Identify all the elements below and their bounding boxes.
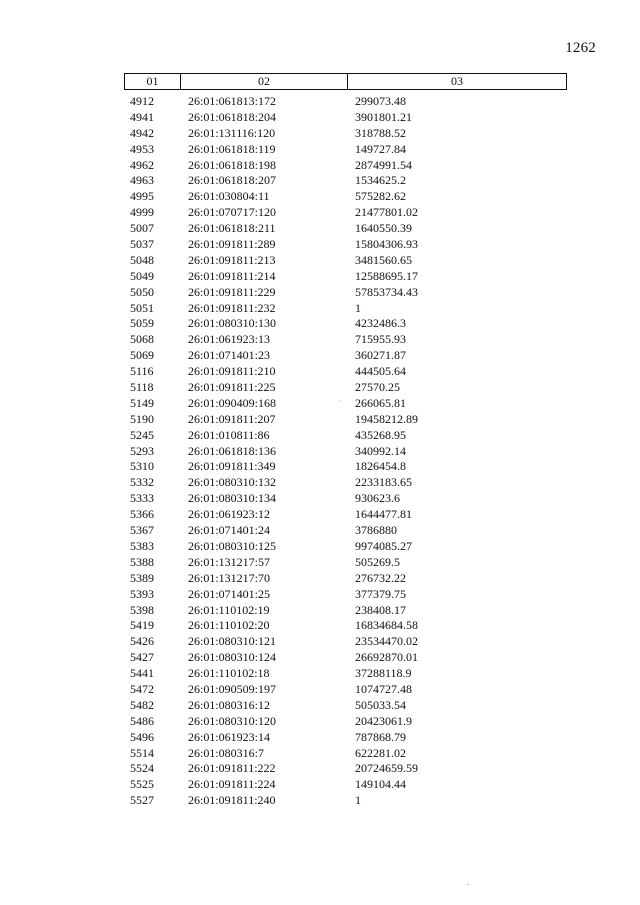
table-cell-col-02: 26:01:010811:86 xyxy=(188,427,270,442)
table-cell-col-01: 5333 xyxy=(130,491,154,506)
table-cell-col-01: 4941 xyxy=(130,109,154,124)
table-cell-col-03: 2233183.65 xyxy=(355,475,412,490)
table-cell-col-02: 26:01:080316:7 xyxy=(188,745,265,760)
table-row xyxy=(0,539,640,555)
table-cell-col-02: 26:01:131217:70 xyxy=(188,570,271,585)
table-cell-col-03: 23534470.02 xyxy=(355,634,418,649)
table-cell-col-03: 27570.25 xyxy=(355,380,400,395)
table-cell-col-03: 15804306.93 xyxy=(355,237,418,252)
table-cell-col-03: 26692870.01 xyxy=(355,650,418,665)
table-cell-col-02: 26:01:080310:132 xyxy=(188,475,277,490)
table-cell-col-02: 26:01:061818:204 xyxy=(188,109,277,124)
table-cell-col-02: 26:01:091811:229 xyxy=(188,284,276,299)
table-row xyxy=(0,396,640,412)
table-cell-col-03: 1644477.81 xyxy=(355,507,412,522)
table-cell-col-03: 20724659.59 xyxy=(355,761,418,776)
table-cell-col-01: 4962 xyxy=(130,157,154,172)
table-row xyxy=(0,110,640,126)
table-cell-col-03: 444505.64 xyxy=(355,364,406,379)
table-cell-col-01: 5514 xyxy=(130,745,154,760)
header-col-01: 01 xyxy=(125,74,181,89)
header-col-02: 02 xyxy=(181,74,348,89)
table-cell-col-01: 5496 xyxy=(130,729,154,744)
table-row xyxy=(0,142,640,158)
table-cell-col-01: 5524 xyxy=(130,761,154,776)
table-cell-col-02: 26:01:091811:349 xyxy=(188,459,276,474)
table-cell-col-01: 5190 xyxy=(130,411,154,426)
table-cell-col-02: 26:01:091811:222 xyxy=(188,761,276,776)
table-row xyxy=(0,746,640,762)
table-cell-col-01: 5118 xyxy=(130,380,154,395)
table-cell-col-01: 5293 xyxy=(130,443,154,458)
table-cell-col-01: 5310 xyxy=(130,459,154,474)
table-cell-col-02: 26:01:080310:130 xyxy=(188,316,277,331)
table-cell-col-02: 26:01:080310:134 xyxy=(188,491,277,506)
table-cell-col-03: 276732.22 xyxy=(355,570,406,585)
table-cell-col-03: 37288118.9 xyxy=(355,666,412,681)
table-cell-col-01: 4942 xyxy=(130,125,154,140)
table-row xyxy=(0,730,640,746)
table-row xyxy=(0,348,640,364)
table-cell-col-01: 5048 xyxy=(130,252,154,267)
table-cell-col-02: 26:01:061818:207 xyxy=(188,173,277,188)
table-cell-col-03: 3901801.21 xyxy=(355,109,412,124)
table-cell-col-03: 377379.75 xyxy=(355,586,406,601)
table-cell-col-03: 1640550.39 xyxy=(355,221,412,236)
table-cell-col-02: 26:01:131116:120 xyxy=(188,125,276,140)
table-cell-col-03: 2874991.54 xyxy=(355,157,412,172)
table-row xyxy=(0,666,640,682)
table-cell-col-03: 622281.02 xyxy=(355,745,406,760)
table-cell-col-03: 435268.95 xyxy=(355,427,406,442)
table-cell-col-02: 26:01:131217:57 xyxy=(188,554,271,569)
table-cell-col-01: 5426 xyxy=(130,634,154,649)
table-cell-col-03: 505033.54 xyxy=(355,697,406,712)
table-row xyxy=(0,253,640,269)
table-row xyxy=(0,634,640,650)
table-cell-col-03: 1 xyxy=(355,793,361,808)
table-cell-col-03: 318788.52 xyxy=(355,125,406,140)
table-cell-col-02: 26:01:080310:120 xyxy=(188,713,277,728)
table-header xyxy=(124,73,567,90)
table-cell-col-01: 5149 xyxy=(130,395,154,410)
table-row xyxy=(0,332,640,348)
table-row xyxy=(0,380,640,396)
table-cell-col-01: 4912 xyxy=(130,94,154,108)
table-cell-col-02: 26:01:091811:240 xyxy=(188,793,276,808)
table-row xyxy=(0,618,640,634)
table-cell-col-01: 5383 xyxy=(130,538,154,553)
scan-speck xyxy=(467,884,469,885)
table-cell-col-02: 26:01:080310:124 xyxy=(188,650,277,665)
table-cell-col-01: 5482 xyxy=(130,697,154,712)
table-cell-col-01: 4963 xyxy=(130,173,154,188)
table-row xyxy=(0,507,640,523)
table-cell-col-02: 26:01:091811:207 xyxy=(188,411,276,426)
table-cell-col-02: 26:01:061818:136 xyxy=(188,443,277,458)
table-row xyxy=(0,269,640,285)
table-cell-col-01: 5367 xyxy=(130,523,154,538)
table-row xyxy=(0,237,640,253)
table-cell-col-03: 149727.84 xyxy=(355,141,406,156)
table-cell-col-02: 26:01:091811:214 xyxy=(188,268,276,283)
table-row xyxy=(0,285,640,301)
table-row xyxy=(0,205,640,221)
table-cell-col-02: 26:01:110102:19 xyxy=(188,602,270,617)
table-cell-col-03: 1 xyxy=(355,300,361,315)
table-cell-col-02: 26:01:070717:120 xyxy=(188,205,277,220)
table-cell-col-03: 149104.44 xyxy=(355,777,406,792)
table-cell-col-03: 21477801.02 xyxy=(355,205,418,220)
table-cell-col-01: 5527 xyxy=(130,793,154,808)
table-cell-col-01: 5051 xyxy=(130,300,154,315)
table-row xyxy=(0,301,640,317)
table-cell-col-01: 5398 xyxy=(130,602,154,617)
table-cell-col-02: 26:01:061923:12 xyxy=(188,507,271,522)
table-row xyxy=(0,412,640,428)
header-col-03: 03 xyxy=(451,74,463,88)
table-row xyxy=(0,173,640,189)
table-cell-col-02: 26:01:030804:11 xyxy=(188,189,270,204)
table-cell-col-02: 26:01:080310:125 xyxy=(188,538,277,553)
table-cell-col-03: 1534625.2 xyxy=(355,173,406,188)
table-cell-col-03: 1826454.8 xyxy=(355,459,406,474)
table-row xyxy=(0,491,640,507)
table-cell-col-02: 26:01:110102:20 xyxy=(188,618,270,633)
table-cell-col-01: 5486 xyxy=(130,713,154,728)
table-body xyxy=(0,94,640,809)
table-row xyxy=(0,364,640,380)
table-cell-col-01: 5472 xyxy=(130,681,154,696)
table-cell-col-02: 26:01:061818:211 xyxy=(188,221,276,236)
table-row xyxy=(0,793,640,809)
table-row xyxy=(0,189,640,205)
table-cell-col-03: 12588695.17 xyxy=(355,268,418,283)
table-cell-col-01: 5389 xyxy=(130,570,154,585)
table-cell-col-03: 715955.93 xyxy=(355,332,406,347)
table-row xyxy=(0,698,640,714)
table-row xyxy=(0,459,640,475)
scan-speck xyxy=(340,400,341,401)
table-cell-col-01: 5069 xyxy=(130,348,154,363)
table-cell-col-01: 4953 xyxy=(130,141,154,156)
table-cell-col-01: 5068 xyxy=(130,332,154,347)
table-row xyxy=(0,444,640,460)
table-cell-col-02: 26:01:071401:23 xyxy=(188,348,271,363)
table-row xyxy=(0,158,640,174)
table-cell-col-02: 26:01:090409:168 xyxy=(188,395,277,410)
table-cell-col-01: 5366 xyxy=(130,507,154,522)
table-cell-col-02: 26:01:090509:197 xyxy=(188,681,277,696)
table-cell-col-01: 5419 xyxy=(130,618,154,633)
table-cell-col-02: 26:01:061923:13 xyxy=(188,332,271,347)
table-cell-col-02: 26:01:091811:289 xyxy=(188,237,276,252)
table-cell-col-01: 5393 xyxy=(130,586,154,601)
table-cell-col-03: 787868.79 xyxy=(355,729,406,744)
table-cell-col-03: 266065.81 xyxy=(355,395,406,410)
table-cell-col-02: 26:01:071401:24 xyxy=(188,523,271,538)
table-cell-col-03: 299073.48 xyxy=(355,94,406,108)
table-row xyxy=(0,555,640,571)
table-row xyxy=(0,126,640,142)
table-row xyxy=(0,316,640,332)
table-row xyxy=(0,777,640,793)
table-row xyxy=(0,94,640,110)
table-cell-col-03: 57853734.43 xyxy=(355,284,418,299)
table-cell-col-02: 26:01:061818:198 xyxy=(188,157,277,172)
table-cell-col-01: 4995 xyxy=(130,189,154,204)
table-row xyxy=(0,682,640,698)
table-cell-col-02: 26:01:080310:121 xyxy=(188,634,277,649)
table-row xyxy=(0,523,640,539)
table-cell-col-02: 26:01:110102:18 xyxy=(188,666,270,681)
table-cell-col-02: 26:01:061923:14 xyxy=(188,729,271,744)
table-cell-col-03: 20423061.9 xyxy=(355,713,412,728)
table-row xyxy=(0,761,640,777)
table-cell-col-02: 26:01:091811:213 xyxy=(188,252,276,267)
table-cell-col-01: 5007 xyxy=(130,221,154,236)
table-row xyxy=(0,587,640,603)
table-cell-col-02: 26:01:091811:232 xyxy=(188,300,276,315)
table-cell-col-02: 26:01:091811:225 xyxy=(188,380,276,395)
table-cell-col-03: 1074727.48 xyxy=(355,681,412,696)
table-cell-col-03: 930623.6 xyxy=(355,491,400,506)
table-cell-col-02: 26:01:080316:12 xyxy=(188,697,271,712)
table-cell-col-02: 26:01:061818:119 xyxy=(188,141,276,156)
table-cell-col-03: 4232486.3 xyxy=(355,316,406,331)
table-cell-col-03: 3481560.65 xyxy=(355,252,412,267)
table-cell-col-03: 505269.5 xyxy=(355,554,400,569)
table-cell-col-01: 5050 xyxy=(130,284,154,299)
table-cell-col-01: 5427 xyxy=(130,650,154,665)
table-cell-col-03: 9974085.27 xyxy=(355,538,412,553)
table-cell-col-01: 5059 xyxy=(130,316,154,331)
table-cell-col-02: 26:01:061813:172 xyxy=(188,94,277,108)
table-row xyxy=(0,428,640,444)
table-row xyxy=(0,221,640,237)
table-row xyxy=(0,571,640,587)
table-cell-col-01: 5037 xyxy=(130,237,154,252)
table-cell-col-03: 3786880 xyxy=(355,523,397,538)
table-row xyxy=(0,714,640,730)
table-cell-col-01: 5441 xyxy=(130,666,154,681)
table-cell-col-01: 5332 xyxy=(130,475,154,490)
table-cell-col-01: 5388 xyxy=(130,554,154,569)
table-cell-col-03: 575282.62 xyxy=(355,189,406,204)
table-cell-col-02: 26:01:091811:224 xyxy=(188,777,276,792)
table-cell-col-01: 5116 xyxy=(130,364,154,379)
table-row xyxy=(0,475,640,491)
table-cell-col-03: 238408.17 xyxy=(355,602,406,617)
table-cell-col-02: 26:01:091811:210 xyxy=(188,364,276,379)
table-cell-col-03: 19458212.89 xyxy=(355,411,418,426)
table-row xyxy=(0,650,640,666)
table-cell-col-03: 340992.14 xyxy=(355,443,406,458)
table-cell-col-01: 5525 xyxy=(130,777,154,792)
table-cell-col-03: 16834684.58 xyxy=(355,618,418,633)
table-cell-col-01: 5245 xyxy=(130,427,154,442)
table-cell-col-01: 5049 xyxy=(130,268,154,283)
table-cell-col-02: 26:01:071401:25 xyxy=(188,586,271,601)
table-row xyxy=(0,603,640,619)
table-cell-col-03: 360271.87 xyxy=(355,348,406,363)
table-cell-col-01: 4999 xyxy=(130,205,154,220)
page-number: 1262 xyxy=(565,40,596,56)
